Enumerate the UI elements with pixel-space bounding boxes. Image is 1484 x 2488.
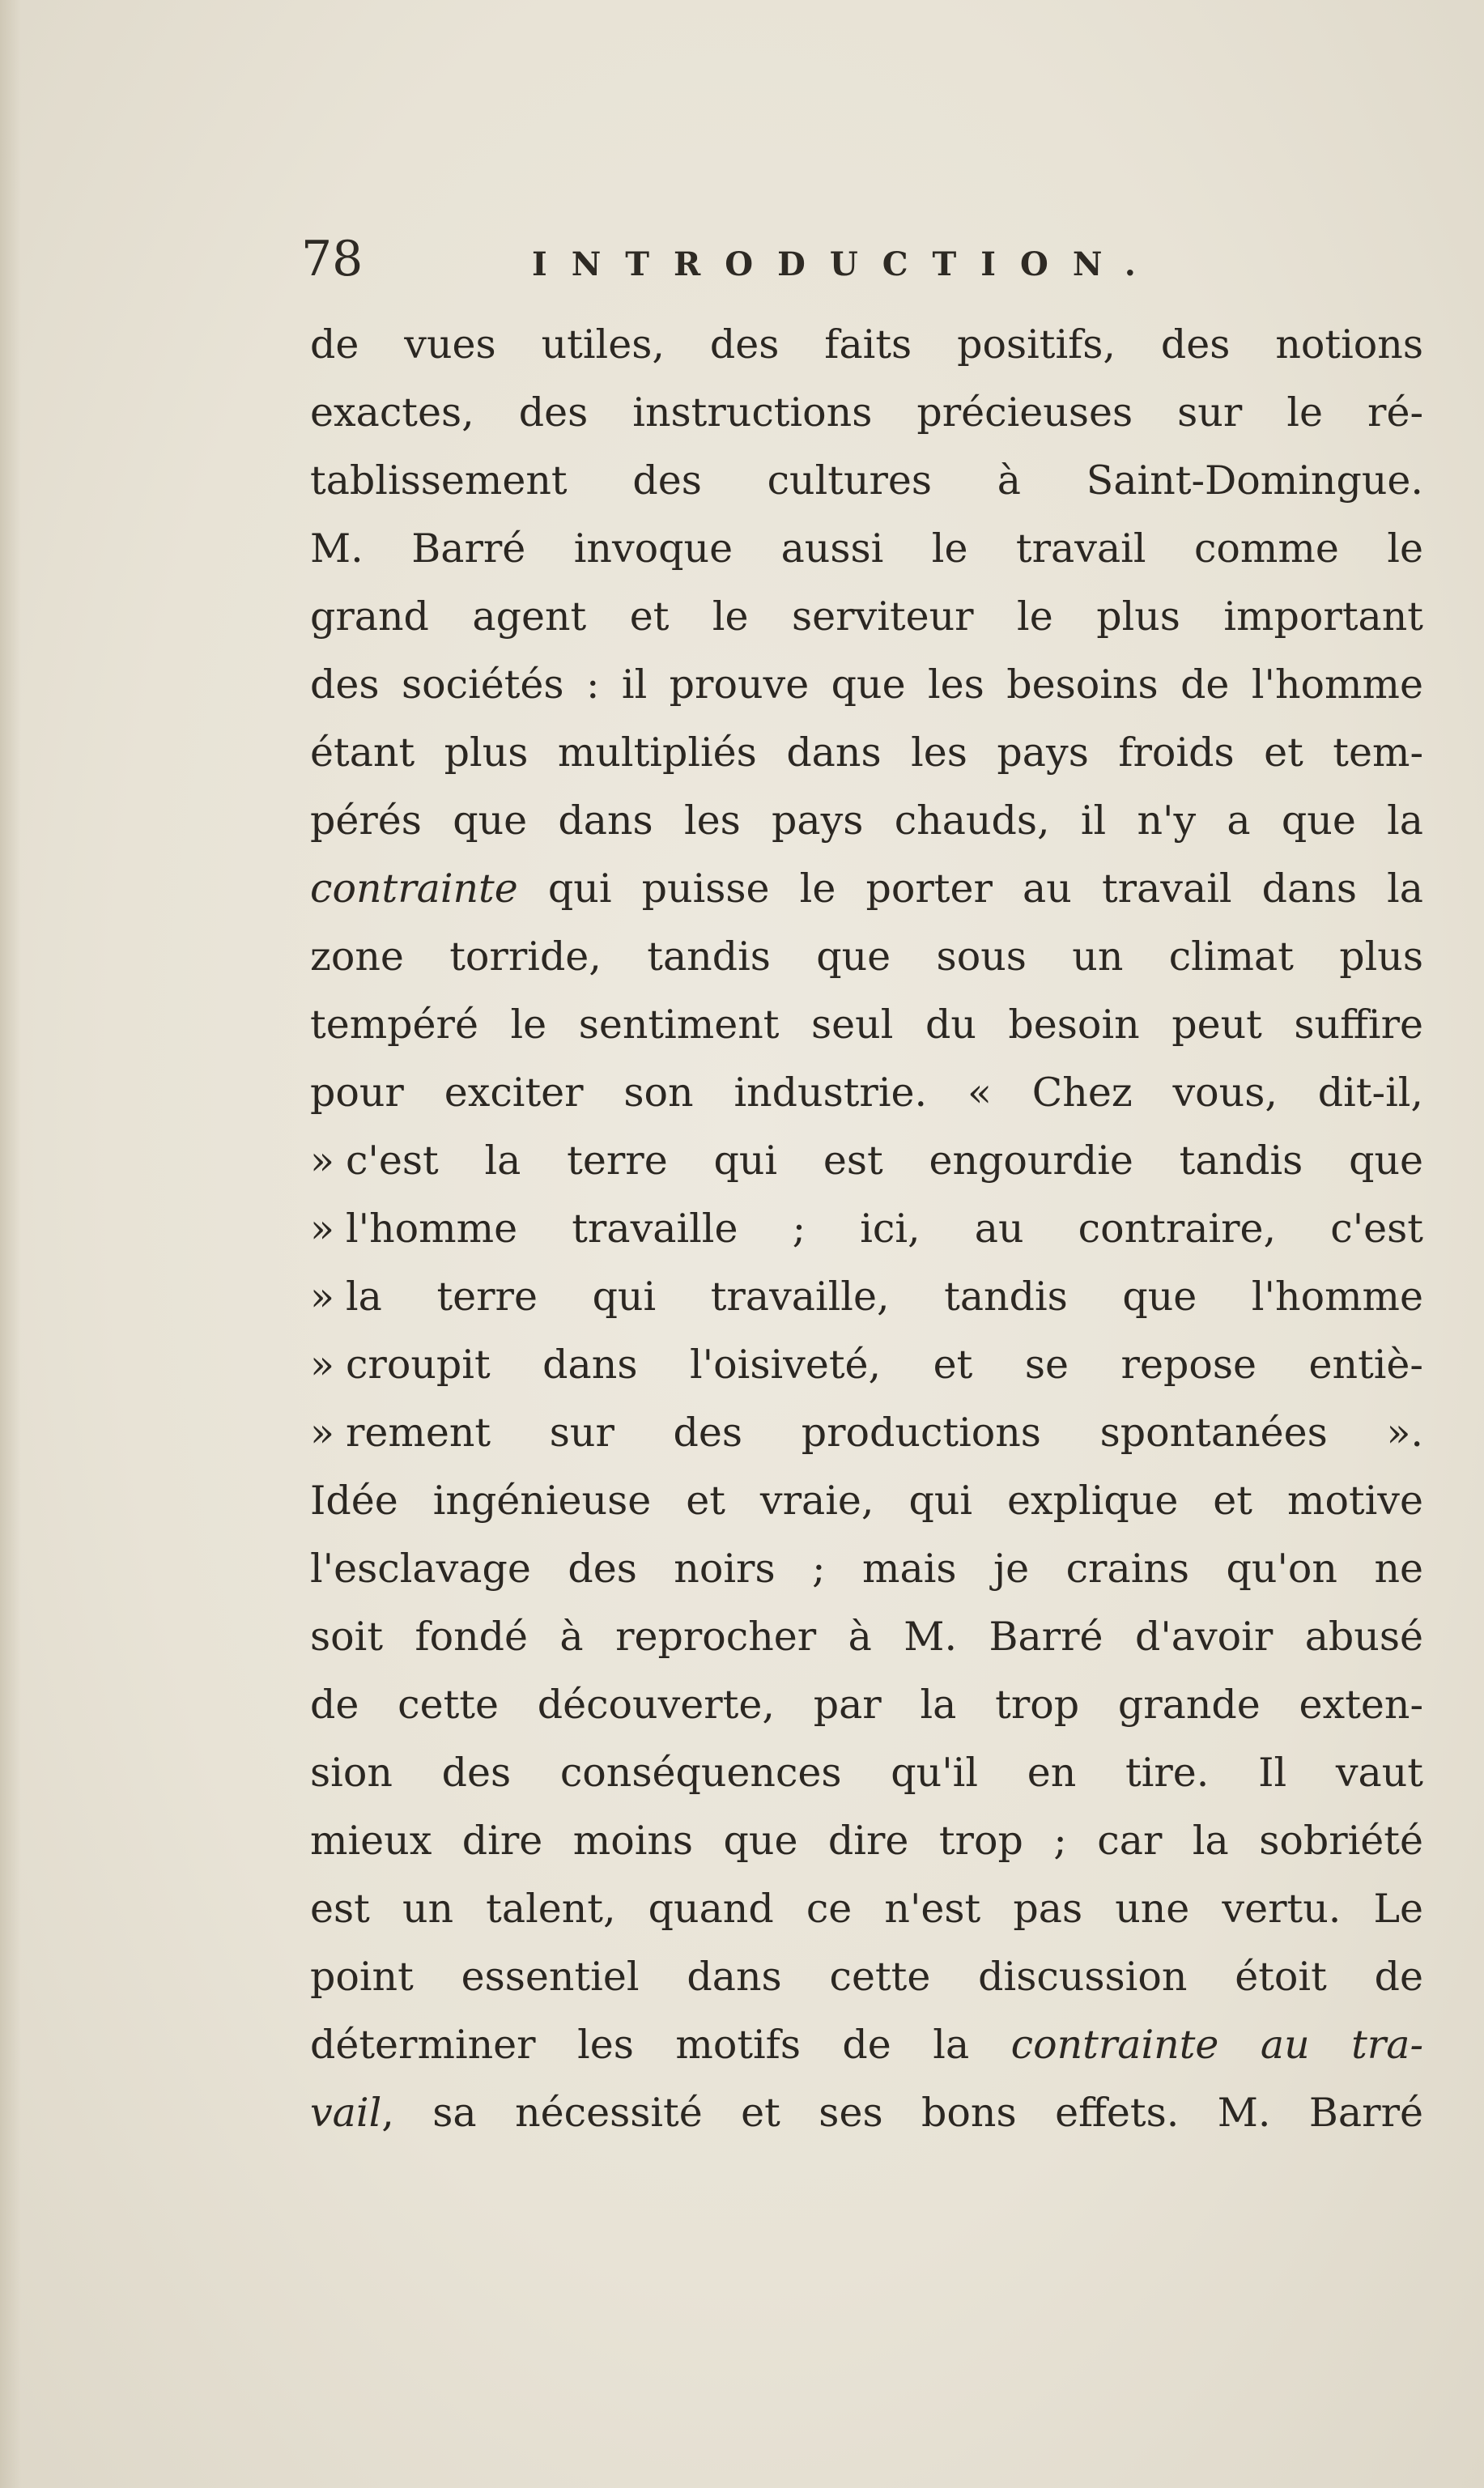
page-number: 78	[301, 231, 364, 287]
text-segment: la terre qui travaille, tandis que l'homme	[345, 1274, 1423, 1320]
text-line: de cette découverte, par la trop grande exten-	[310, 1682, 1423, 1728]
text-line: tempéré le sentiment seul du besoin peut suffire	[310, 1002, 1423, 1048]
text-line: de vues utiles, des faits positifs, des notions	[310, 321, 1423, 368]
text-segment: rement sur des productions spontanées ».	[345, 1410, 1423, 1456]
quote-mark: »	[310, 1274, 334, 1320]
text-segment: croupit dans l'oisiveté, et se repose entiè-	[345, 1342, 1423, 1388]
text-line: exactes, des instructions précieuses sur le ré-	[310, 389, 1423, 436]
text-line: pérés que dans les pays chauds, il n'y a que la	[310, 797, 1423, 844]
quote-mark: »	[310, 1206, 334, 1252]
italic-term: contrainte	[310, 865, 518, 912]
text-line: sion des conséquences qu'il en tire. Il vaut	[310, 1750, 1423, 1796]
text-line: mieux dire moins que dire trop ; car la sobriété	[310, 1818, 1423, 1864]
text-line: point essentiel dans cette discussion étoit de	[310, 1954, 1423, 2000]
body-text	[310, 311, 1423, 2147]
text-line-mixed	[310, 2011, 1423, 2079]
text-line: M. Barré invoque aussi le travail comme le	[310, 525, 1423, 572]
page-header	[301, 231, 1192, 296]
quote-mark: »	[310, 1410, 334, 1456]
page-edge-shadow	[0, 0, 21, 2488]
text-segment: déterminer les motifs de la	[310, 2022, 970, 2068]
text-line: l'esclavage des noirs ; mais je crains qu'on ne	[310, 1546, 1423, 1592]
italic-term: contrainte au tra-	[1010, 2022, 1424, 2068]
text-segment: , sa nécessité et ses bons effets. M. Barré	[381, 2090, 1423, 2136]
italic-term: vail	[310, 2090, 382, 2136]
text-line: zone torride, tandis que sous un climat plus	[310, 934, 1423, 980]
quote-mark: »	[310, 1342, 334, 1388]
text-line-mixed	[310, 2079, 1423, 2147]
text-line: des sociétés : il prouve que les besoins de l'homme	[310, 661, 1423, 708]
running-head: INTRODUCTION.	[532, 245, 1160, 283]
text-line-mixed	[310, 855, 1423, 923]
quoted-line	[310, 1331, 1423, 1399]
text-line: est un talent, quand ce n'est pas une vertu. Le	[310, 1886, 1423, 1932]
quoted-line	[310, 1195, 1423, 1263]
quote-mark: »	[310, 1138, 334, 1184]
quoted-line	[310, 1263, 1423, 1331]
quoted-line	[310, 1399, 1423, 1467]
text-line: pour exciter son industrie. « Chez vous, dit-il,	[310, 1070, 1423, 1116]
text-segment: l'homme travaille ; ici, au contraire, c'est	[345, 1206, 1423, 1252]
text-line: grand agent et le serviteur le plus important	[310, 593, 1423, 640]
text-segment: qui puisse le porter au travail dans la	[547, 865, 1424, 912]
text-line: Idée ingénieuse et vraie, qui explique et motive	[310, 1478, 1423, 1524]
text-line: soit fondé à reprocher à M. Barré d'avoir abusé	[310, 1614, 1423, 1660]
quoted-line	[310, 1127, 1423, 1195]
text-segment: c'est la terre qui est engourdie tandis que	[345, 1138, 1423, 1184]
text-line: étant plus multipliés dans les pays froids et tem-	[310, 729, 1423, 776]
text-line: tablissement des cultures à Saint-Domingue.	[310, 457, 1423, 504]
